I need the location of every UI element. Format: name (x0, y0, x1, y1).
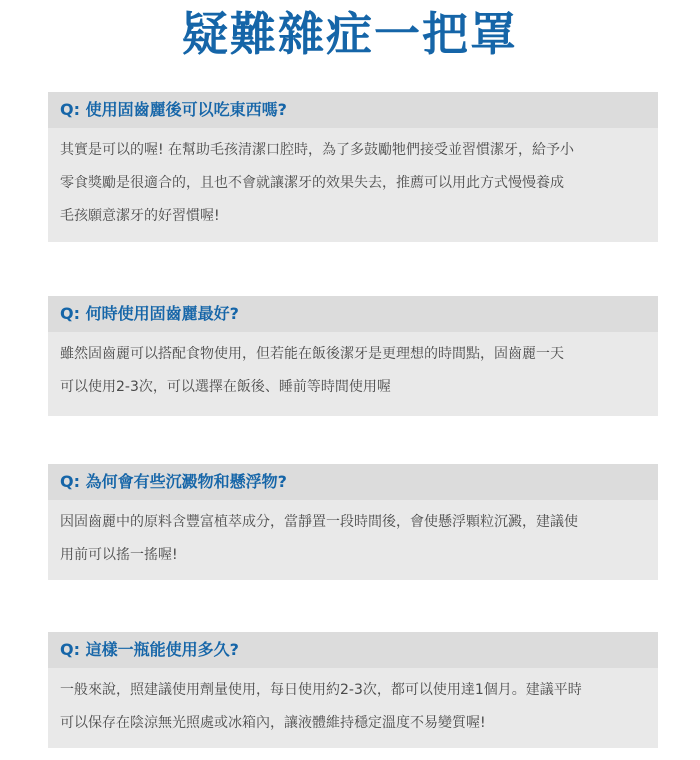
faq-card-2 (48, 296, 658, 416)
faq-card-4 (48, 632, 658, 748)
faq-answer (48, 500, 658, 572)
faq-answer-line: 因固齒麗中的原料含豐富植萃成分，當靜置一段時間後，會使懸浮顆粒沉澱，建議使 (60, 514, 578, 530)
faq-answer-line: 用前可以搖一搖喔! (60, 547, 178, 563)
faq-answer-line: 可以保存在陰涼無光照處或冰箱內，讓液體維持穩定溫度不易變質喔! (60, 715, 486, 731)
faq-answer (48, 668, 658, 740)
faq-answer-line: 可以使用2-3次，可以選擇在飯後、睡前等時間使用喔 (60, 379, 391, 395)
page-title: 疑難雜症一把罩 (182, 7, 518, 61)
faq-question: Q: 為何會有些沉澱物和懸浮物? (48, 464, 658, 500)
faq-answer-line: 其實是可以的喔! 在幫助毛孩清潔口腔時，為了多鼓勵牠們接受並習慣潔牙，給予小 (60, 142, 575, 158)
faq-answer-line: 一般來說，照建議使用劑量使用，每日使用約2-3次，都可以使用達1個月。建議平時 (60, 682, 582, 698)
faq-answer-line: 毛孩願意潔牙的好習慣喔! (60, 208, 220, 224)
faq-answer-line: 零食獎勵是很適合的，且也不會就讓潔牙的效果失去，推薦可以用此方式慢慢養成 (60, 175, 564, 191)
faq-question: Q: 使用固齒麗後可以吃東西嗎? (48, 92, 658, 128)
faq-question: Q: 這樣一瓶能使用多久? (48, 632, 658, 668)
faq-answer (48, 128, 658, 233)
faq-answer-line: 雖然固齒麗可以搭配食物使用，但若能在飯後潔牙是更理想的時間點，固齒麗一天 (60, 346, 564, 362)
faq-answer (48, 332, 658, 404)
faq-card-3 (48, 464, 658, 580)
faq-card-1 (48, 92, 658, 242)
faq-question: Q: 何時使用固齒麗最好? (48, 296, 658, 332)
